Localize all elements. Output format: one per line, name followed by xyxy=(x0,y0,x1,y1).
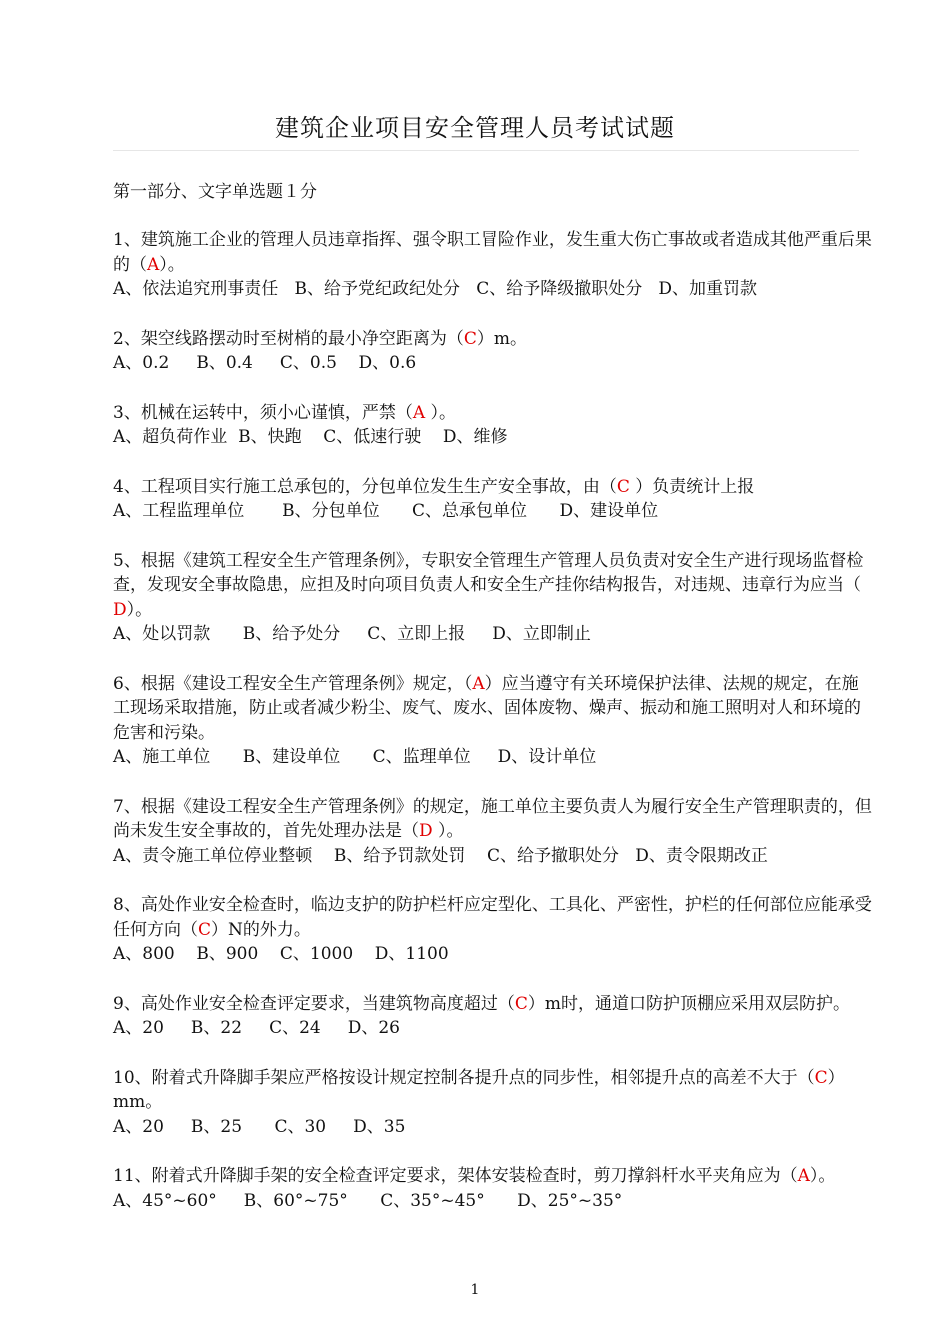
page-number: 1 xyxy=(470,1282,480,1298)
question-item xyxy=(113,1164,873,1213)
question-stem: 2、架空线路摆动时至树梢的最小净空距离为（C）m。 xyxy=(113,328,527,349)
question-options: A、施工单位 B、建设单位 C、监理单位 D、设计单位 xyxy=(113,747,597,767)
question-options: A、工程监理单位 B、分包单位 C、总承包单位 D、建设单位 xyxy=(113,501,659,521)
question-item xyxy=(113,672,873,770)
question-item xyxy=(113,401,873,450)
question-item xyxy=(113,327,873,376)
question-options: A、处以罚款 B、给予处分 C、立即上报 D、立即制止 xyxy=(113,624,591,644)
answer-mark: A xyxy=(412,402,431,423)
question-item xyxy=(113,475,873,524)
title-divider xyxy=(113,150,859,151)
question-item xyxy=(113,228,873,302)
answer-mark: A xyxy=(472,673,485,694)
question-options: A、依法追究刑事责任 B、给予党纪政纪处分 C、给予降级撤职处分 D、加重罚款 xyxy=(113,279,758,299)
document-title: 建筑企业项目安全管理人员考试试题 xyxy=(275,114,675,142)
question-list xyxy=(113,228,873,1238)
answer-mark: C xyxy=(198,919,212,940)
question-options: A、超负荷作业 B、快跑 C、低速行驶 D、维修 xyxy=(113,427,508,447)
answer-mark: A xyxy=(797,1166,810,1186)
question-stem: 5、根据《建筑工程安全生产管理条例》，专职安全管理生产管理人员负责对安全生产进行现场监督检查，发现安全事故隐患，应担及时向项目负责人和安全生产挂你结构报告，对违规、违章行为应当（ D）。 xyxy=(113,550,864,620)
question-stem: 6、根据《建设工程安全生产管理条例》规定，（A）应当遵守有关环境保护法律、法规的规定，在施工现场采取措施，防止或者减少粉尘、废气、废水、固体废物、燥声、振动和施工照明对人和环境的危害和污染。 xyxy=(113,673,861,743)
question-options: A、800 B、900 C、1000 D、1100 xyxy=(113,944,449,964)
answer-mark: C xyxy=(514,993,528,1014)
answer-mark: C xyxy=(616,476,636,497)
question-options: A、责令施工单位停业整顿 B、给予罚款处罚 C、给予撤职处分 D、责令限期改正 xyxy=(113,845,768,866)
question-item xyxy=(113,549,873,647)
question-stem: 3、机械在运转中，须小心谨慎，严禁（A ）。 xyxy=(113,402,457,423)
question-options: A、45°~60° B、60°~75° C、35°~45° D、25°~35° xyxy=(113,1190,623,1211)
question-item xyxy=(113,992,873,1041)
answer-mark: C xyxy=(463,328,477,349)
question-stem: 1、建筑施工企业的管理人员违章指挥、强令职工冒险作业，发生重大伤亡事故或者造成其他严重后果的（A）。 xyxy=(113,230,872,275)
question-item xyxy=(113,795,873,869)
question-item xyxy=(113,1066,873,1140)
question-stem: 4、工程项目实行施工总承包的，分包单位发生生产安全事故，由（C ）负责统计上报 xyxy=(113,476,755,497)
question-options: A、20 B、25 C、30 D、35 xyxy=(113,1116,406,1137)
question-options: A、0.2 B、0.4 C、0.5 D、0.6 xyxy=(113,353,417,373)
section-heading: 第一部分、文字单选题１分 xyxy=(113,182,317,202)
answer-mark: D xyxy=(113,599,127,620)
answer-mark: C xyxy=(814,1067,828,1088)
question-stem: 9、高处作业安全检查评定要求，当建筑物高度超过（C）m时，通道口防护顶棚应采用双层防护。 xyxy=(113,993,850,1014)
question-stem: 7、根据《建设工程安全生产管理条例》的规定，施工单位主要负责人为履行安全生产管理职责的，但尚未发生安全事故的，首先处理办法是（D ）。 xyxy=(113,796,872,841)
question-stem: 11、附着式升降脚手架的安全检查评定要求，架体安装检查时，剪刀撑斜杆水平夹角应为（A）。 xyxy=(113,1166,836,1186)
answer-mark: D xyxy=(419,821,439,841)
answer-mark: A xyxy=(147,254,160,275)
question-stem: 8、高处作业安全检查时，临边支护的防护栏杆应定型化、工具化、严密性，护栏的任何部位应能承受任何方向（C）N的外力。 xyxy=(113,895,872,940)
question-stem: 10、附着式升降脚手架应严格按设计规定控制各提升点的同步性，相邻提升点的高差不大于（C）mm。 xyxy=(113,1067,845,1112)
question-item xyxy=(113,893,873,967)
question-options: A、20 B、22 C、24 D、26 xyxy=(113,1018,400,1038)
